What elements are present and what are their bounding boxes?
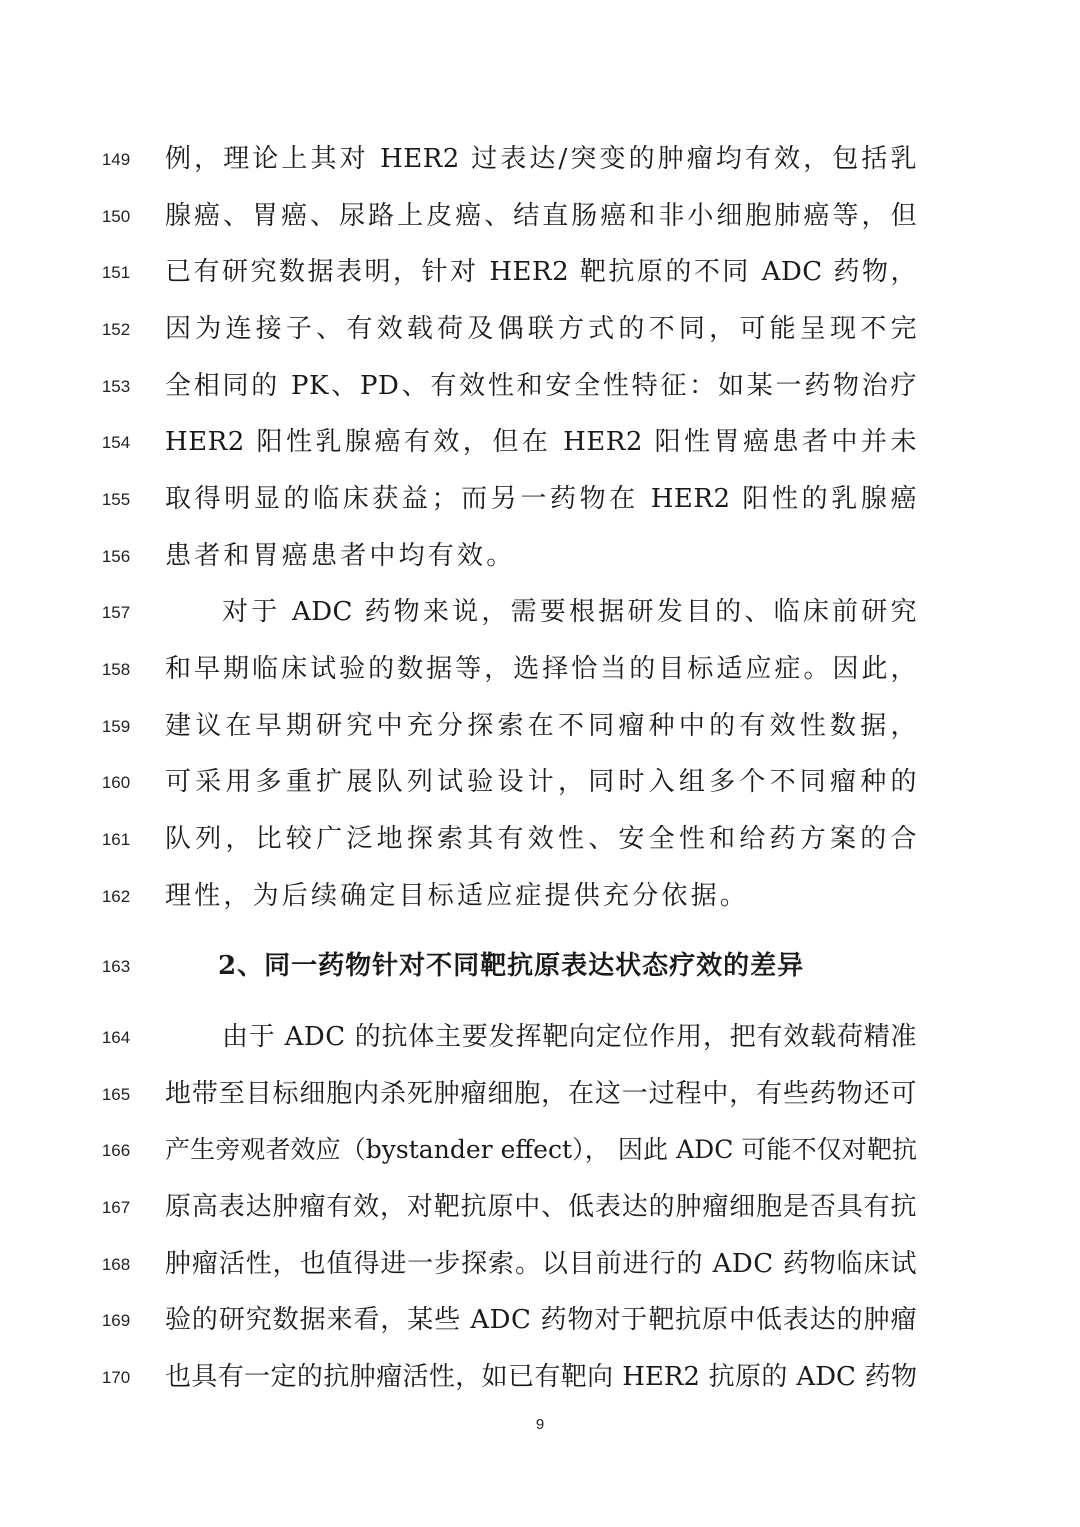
- text-line: [0, 704, 1080, 748]
- line-number: 160: [101, 773, 131, 792]
- line-number: 155: [101, 490, 131, 509]
- text-line: [0, 1185, 1080, 1229]
- text-line: [0, 1242, 1080, 1286]
- line-number: 150: [101, 207, 131, 226]
- line-number: 158: [101, 660, 131, 679]
- line-number: 167: [101, 1198, 131, 1217]
- line-text: HER2 阳性乳腺癌有效，但在 HER2 阳性胃癌患者中并未: [165, 427, 917, 457]
- section-heading: [0, 944, 1080, 988]
- page-number: 9: [535, 1416, 545, 1433]
- line-number: 162: [101, 887, 131, 906]
- line-number: 153: [101, 377, 131, 396]
- text-line: [0, 1128, 1080, 1172]
- line-text: 理性，为后续确定目标适应症提供充分依据。: [165, 881, 750, 911]
- text-line: [0, 874, 1080, 918]
- text-line: [0, 194, 1080, 238]
- line-text: 地带至目标细胞内杀死肿瘤细胞，在这一过程中，有些药物还可: [165, 1079, 917, 1109]
- line-number: 161: [101, 830, 131, 849]
- line-text: 全相同的 PK、PD、有效性和安全性特征：如某一药物治疗: [165, 371, 917, 401]
- line-text: 和早期临床试验的数据等，选择恰当的目标适应症。因此，: [165, 654, 917, 684]
- line-text: 验的研究数据来看，某些 ADC 药物对于靶抗原中低表达的肿瘤: [165, 1305, 917, 1335]
- line-text: 原高表达肿瘤有效，对靶抗原中、低表达的肿瘤细胞是否具有抗: [165, 1192, 917, 1222]
- heading-text: 2、同一药物针对不同靶抗原表达状态疗效的差异: [218, 951, 805, 981]
- text-line: [0, 420, 1080, 464]
- line-number: 154: [101, 433, 131, 452]
- line-number: 159: [101, 717, 131, 736]
- text-line: [0, 1015, 1080, 1059]
- line-text: 队列，比较广泛地探索其有效性、安全性和给药方案的合: [165, 824, 917, 854]
- text-line: [0, 1072, 1080, 1116]
- text-line: [0, 760, 1080, 804]
- line-number: 164: [101, 1028, 131, 1047]
- text-line: [0, 817, 1080, 861]
- line-number: 166: [101, 1141, 131, 1160]
- line-text: 产生旁观者效应（bystander effect）， 因此 ADC 可能不仅对靶抗: [165, 1135, 917, 1164]
- line-number: 169: [101, 1311, 131, 1330]
- line-text: 因为连接子、有效载荷及偶联方式的不同，可能呈现不完: [165, 314, 917, 344]
- line-text: 已有研究数据表明，针对 HER2 靶抗原的不同 ADC 药物，: [165, 257, 917, 287]
- line-text: 对于 ADC 药物来说，需要根据研发目的、临床前研究: [222, 597, 917, 627]
- text-line: [0, 590, 1080, 634]
- line-text: 也具有一定的抗肿瘤活性，如已有靶向 HER2 抗原的 ADC 药物: [165, 1362, 917, 1392]
- text-line: [0, 477, 1080, 521]
- line-text: 肿瘤活性，也值得进一步探索。以目前进行的 ADC 药物临床试: [165, 1249, 917, 1279]
- line-number: 152: [101, 320, 131, 339]
- line-number: 163: [101, 957, 131, 976]
- text-line: [0, 307, 1080, 351]
- line-number: 165: [101, 1085, 131, 1104]
- text-line: [0, 647, 1080, 691]
- line-text: 建议在早期研究中充分探索在不同瘤种中的有效性数据，: [165, 711, 917, 741]
- line-number: 156: [101, 547, 131, 566]
- line-number: 149: [101, 150, 131, 169]
- text-line: [0, 137, 1080, 181]
- text-line: [0, 250, 1080, 294]
- line-number: 168: [101, 1255, 131, 1274]
- line-text: 由于 ADC 的抗体主要发挥靶向定位作用，把有效载荷精准: [222, 1022, 917, 1052]
- line-text: 可采用多重扩展队列试验设计，同时入组多个不同瘤种的: [165, 767, 917, 797]
- line-number: 151: [101, 263, 131, 282]
- text-line: [0, 534, 1080, 578]
- line-text: 取得明显的临床获益；而另一药物在 HER2 阳性的乳腺癌: [165, 484, 917, 514]
- text-line: [0, 364, 1080, 408]
- text-line: [0, 1355, 1080, 1399]
- line-text: 例，理论上其对 HER2 过表达/突变的肿瘤均有效，包括乳: [165, 144, 917, 174]
- line-text: 腺癌、胃癌、尿路上皮癌、结直肠癌和非小细胞肺癌等，但: [165, 201, 917, 231]
- text-line: [0, 1298, 1080, 1342]
- line-text: 患者和胃癌患者中均有效。: [165, 541, 516, 571]
- line-number: 157: [101, 603, 131, 622]
- line-number: 170: [101, 1368, 131, 1387]
